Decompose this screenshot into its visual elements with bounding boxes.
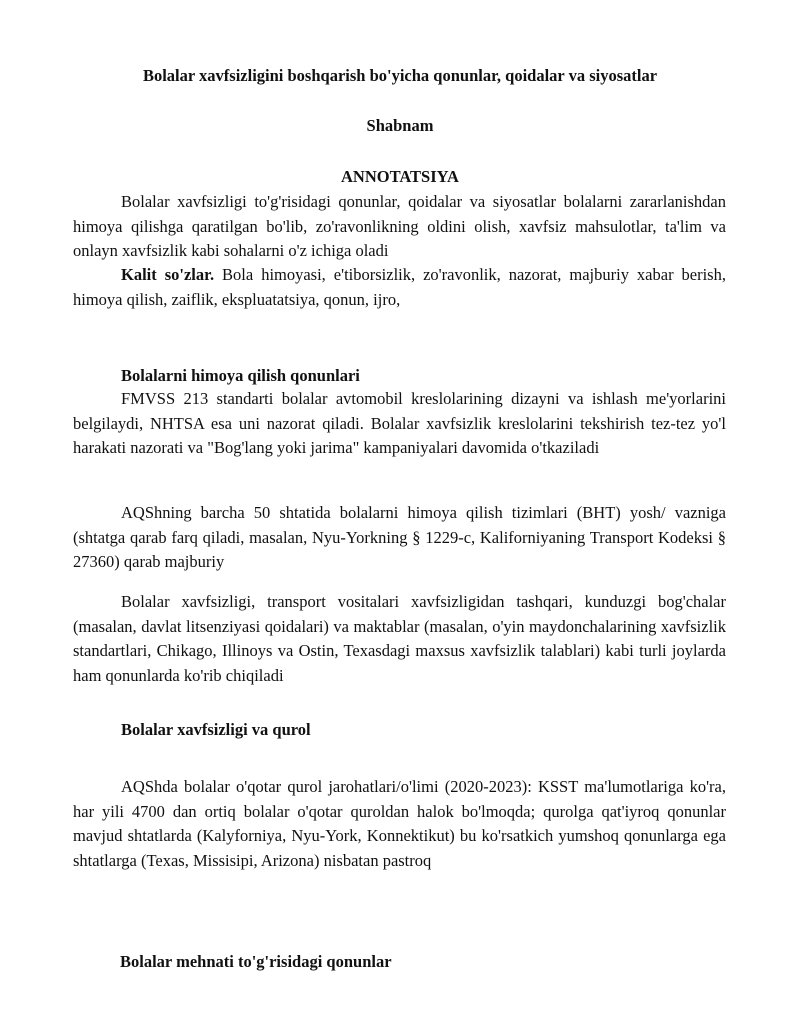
- section-paragraph: AQShning barcha 50 shtatida bolalarni himoya qilish tizimlari (BHT) yosh/ vazniga (shtatga qarab farq qiladi, masalan, Nyu-Yorkning § 1229-c, Kaliforniyaning Transport Kodeksi § 27360) qarab majburiy: [73, 503, 726, 571]
- section-paragraph: Bolalar xavfsizligi, transport vositalari xavfsizligidan tashqari, kunduzgi bog'chalar (masalan, davlat litsenziyasi qoidalari) va maktablar (masalan, o'yin maydonchalarining xavfsizlik standartlari, Chikago, Illinoys va Ostin, Texasdagi maxsus xavfsizlik talablari) kabi turli joylarda ham qonunlarda ko'rib chiqiladi: [73, 592, 726, 685]
- abstract-heading: ANNOTATSIYA: [341, 167, 459, 186]
- keywords-paragraph: [73, 263, 726, 312]
- section-paragraph: FMVSS 213 standarti bolalar avtomobil kreslolarining dizayni va ishlash me'yorlarini belgilaydi, NHTSA esa uni nazorat qiladi. Bolalar xavfsizlik kreslolarini tekshirish tez-tez yo'l harakati nazorati va "Bog'lang yoki jarima" kampaniyalari davomida o'tkaziladi: [73, 389, 726, 457]
- section-paragraph: AQShda bolalar o'qotar qurol jarohatlari/o'limi (2020-2023): KSST ma'lumotlariga ko'ra, har yili 4700 dan ortiq bolalar o'qotar quroldan halok bo'lmoqda; qurolga qat'iyroq qonunlar mavjud shtatlarda (Kalyforniya, Nyu-York, Konnektikut) bu ko'rsatkich yumshoq qonunlarga ega shtatlarga (Texas, Missisipi, Arizona) nisbatan pastroq: [73, 777, 726, 870]
- section-heading-child-protection: Bolalarni himoya qilish qonunlari: [121, 366, 360, 385]
- abstract-paragraph: Bolalar xavfsizligi to'g'risidagi qonunlar, qoidalar va siyosatlar bolalarni zararlanishdan himoya qilishga qaratilgan bo'lib, zo'ravonlikning oldini olish, xavfsiz mahsulotlar, ta'lim va onlayn xavfsizlik kabi sohalarni o'z ichiga oladi: [73, 192, 726, 260]
- document-title: Bolalar xavfsizligini boshqarish bo'yicha qonunlar, qoidalar va siyosatlar: [142, 66, 658, 85]
- section-heading-firearms: Bolalar xavfsizligi va qurol: [121, 720, 311, 739]
- author-name: Shabnam: [366, 116, 434, 135]
- keywords-label: Kalit so'zlar.: [121, 265, 215, 284]
- section-heading-child-labor: Bolalar mehnati to'g'risidagi qonunlar: [120, 952, 392, 971]
- keywords-text: Bola himoyasi, e'tiborsizlik, zo'ravonlik, nazorat, majburiy xabar berish, himoya qilish, zaiflik, ekspluatatsiya, qonun, ijro,: [73, 265, 726, 309]
